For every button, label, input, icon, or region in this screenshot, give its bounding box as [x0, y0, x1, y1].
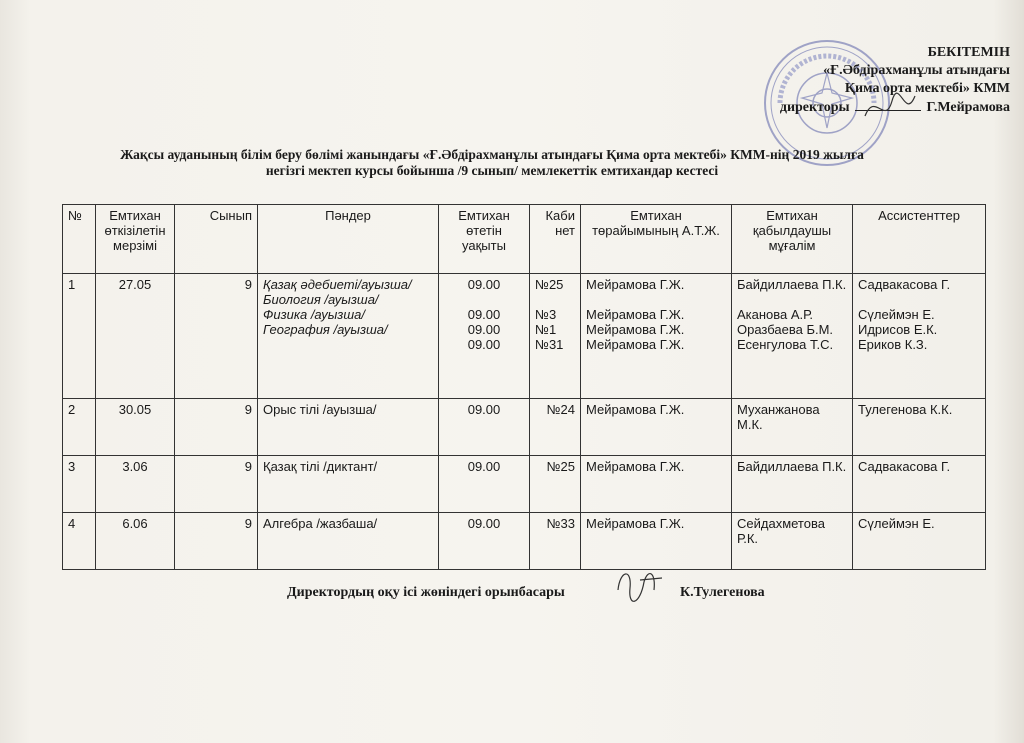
header-grade: Сынып	[175, 205, 258, 274]
time-item: 09.00	[467, 322, 501, 337]
examiner-item: Есенгулова Т.С.	[737, 337, 834, 352]
cell-chair	[581, 274, 732, 399]
deputy-name: К.Тулегенова	[680, 585, 765, 600]
cell-room: №33	[530, 513, 581, 570]
cell-number: 2	[63, 399, 96, 456]
cell-assistant: Тулегенова К.К.	[853, 399, 986, 456]
document-title-line2: негізгі мектеп курсы бойынша /9 сынып/ мемлекеттік емтихандар кестесі	[265, 163, 719, 178]
table-row	[63, 456, 986, 513]
cell-subject: Қазақ тілі /диктант/	[258, 456, 439, 513]
cell-time	[439, 274, 530, 399]
chair-item: Мейрамова Г.Ж.	[586, 277, 685, 292]
cell-grade: 9	[175, 274, 258, 399]
time-item: 09.00	[467, 277, 501, 292]
deputy-position: Директордың оқу ісі жөніндегі орынбасары	[287, 585, 565, 600]
cell-date: 30.05	[96, 399, 175, 456]
director-signature	[860, 86, 920, 126]
cell-examiner	[732, 274, 853, 399]
examiner-item: Аканова А.Р.	[737, 307, 813, 322]
cell-room: №24	[530, 399, 581, 456]
room-item: №1	[535, 322, 557, 337]
cell-number: 1	[63, 274, 96, 399]
time-item: 09.00	[467, 307, 501, 322]
approval-heading: БЕКІТЕМІН	[927, 45, 1010, 60]
cell-date: 3.06	[96, 456, 175, 513]
header-time: Емтихан өтетін уақыты	[439, 205, 530, 274]
cell-time: 09.00	[439, 399, 530, 456]
exam-schedule-table	[62, 204, 986, 570]
cell-examiner: Муханжанова М.К.	[732, 399, 853, 456]
assistant-item: Сүлеймэн Е.	[858, 307, 935, 322]
cell-grade: 9	[175, 456, 258, 513]
room-item: №25	[535, 277, 564, 292]
subject-item: Қазақ әдебиеті/ауызша/	[263, 277, 412, 292]
deputy-signature	[610, 560, 670, 610]
header-subjects: Пәндер	[258, 205, 439, 274]
header-date: Емтихан өткізілетін мерзімі	[96, 205, 175, 274]
chair-item: Мейрамова Г.Ж.	[586, 322, 685, 337]
approval-school-line2: Қима орта мектебі» КММ	[844, 81, 1010, 96]
assistant-item: Ериков К.З.	[858, 337, 928, 352]
cell-grade: 9	[175, 513, 258, 570]
room-item: №3	[535, 307, 557, 322]
cell-room	[530, 274, 581, 399]
cell-time: 09.00	[439, 456, 530, 513]
room-item: №31	[535, 337, 564, 352]
cell-grade: 9	[175, 399, 258, 456]
table-row	[63, 513, 986, 570]
table-row	[63, 399, 986, 456]
cell-date: 27.05	[96, 274, 175, 399]
approval-school-line1: «Ғ.Әбдірахманұлы атындағы	[823, 63, 1010, 78]
cell-chair: Мейрамова Г.Ж.	[581, 399, 732, 456]
document-title-line1: Жақсы ауданының білім беру бөлімі жанындағы «Ғ.Әбдірахманұлы атындағы Қима орта мектебі» КММ-нің 2019 жылға	[120, 147, 864, 162]
cell-subject: Алгебра /жазбаша/	[258, 513, 439, 570]
header-number: №	[63, 205, 96, 274]
subject-item: Биология /ауызша/	[263, 292, 379, 307]
table-row	[63, 274, 986, 399]
cell-assistant: Сүлеймэн Е.	[853, 513, 986, 570]
header-examiner: Емтихан қабылдаушы мұғалім	[732, 205, 853, 274]
examiner-item: Байдиллаева П.К.	[737, 277, 847, 292]
assistant-item: Идрисов Е.К.	[858, 322, 938, 337]
table-header-row	[63, 205, 986, 274]
cell-subject: Орыс тілі /ауызша/	[258, 399, 439, 456]
cell-examiner: Байдиллаева П.К.	[732, 456, 853, 513]
cell-chair: Мейрамова Г.Ж.	[581, 456, 732, 513]
approval-director-name: Г.Мейрамова	[926, 100, 1010, 115]
header-room: Каби нет	[530, 205, 581, 274]
cell-date: 6.06	[96, 513, 175, 570]
header-assistants: Ассистенттер	[853, 205, 986, 274]
cell-number: 4	[63, 513, 96, 570]
cell-chair: Мейрамова Г.Ж.	[581, 513, 732, 570]
examiner-item: Оразбаева Б.М.	[737, 322, 834, 337]
subject-item: Физика /ауызша/	[263, 307, 365, 322]
time-item: 09.00	[467, 337, 501, 352]
header-chair: Емтихан төрайымының А.Т.Ж.	[581, 205, 732, 274]
cell-subjects	[258, 274, 439, 399]
subject-item: География /ауызша/	[263, 322, 388, 337]
assistant-item: Садвакасова Г.	[858, 277, 951, 292]
chair-item: Мейрамова Г.Ж.	[586, 337, 685, 352]
approval-director-label: директоры	[779, 100, 850, 115]
cell-number: 3	[63, 456, 96, 513]
cell-time: 09.00	[439, 513, 530, 570]
cell-assistant: Садвакасова Г.	[853, 456, 986, 513]
chair-item: Мейрамова Г.Ж.	[586, 307, 685, 322]
cell-assistants	[853, 274, 986, 399]
cell-room: №25	[530, 456, 581, 513]
cell-examiner: Сейдахметова Р.К.	[732, 513, 853, 570]
